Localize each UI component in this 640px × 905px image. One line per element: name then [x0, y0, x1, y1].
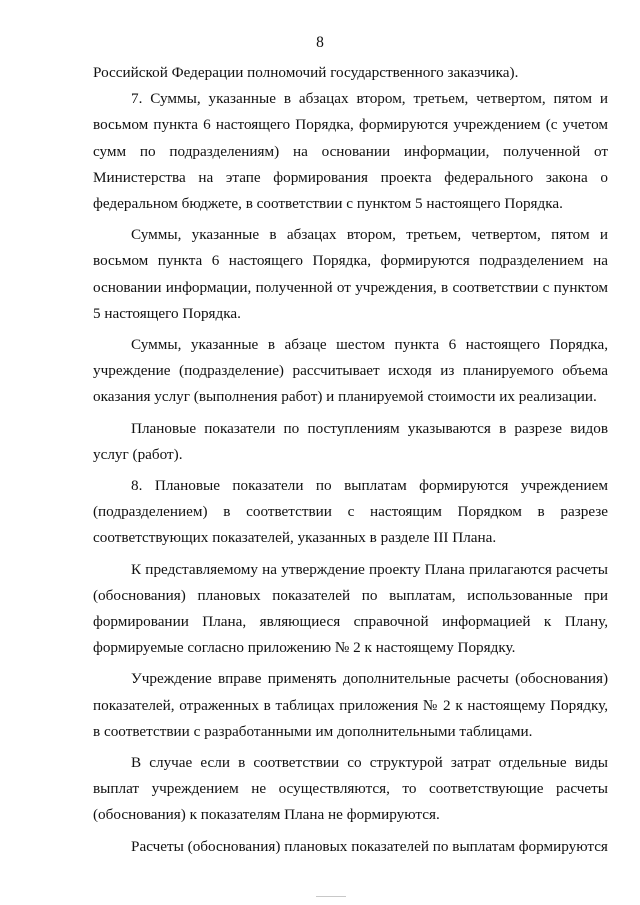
paragraph-cost-structure: В случае если в соответствии со структурой затрат отдельные виды выплат учреждением не осуществляются, то соответствующие расчеты (обоснования) к показателям Плана не формируются.	[93, 754, 608, 824]
paragraph-additional-calculations: Учреждение вправе применять дополнительные расчеты (обоснования) показателей, отраженных в таблицах приложения № 2 к настоящему Порядку, в соответствии с разработанными им дополнительными таблицами.	[93, 670, 608, 740]
paragraph-item-7: 7. Суммы, указанные в абзацах втором, третьем, четвертом, пятом и восьмом пункта 6 настоящего Порядка, формируются учреждением (с учетом сумм по подразделениям) на основании информации, полученной от Министерства на этапе формирования проекта федерального закона о федеральном бюджете, в соответствии с пунктом 5 настоящего Порядка.	[93, 90, 608, 213]
paragraph-calculations: К представляемому на утверждение проекту Плана прилагаются расчеты (обоснования) плановых показателей по выплатам, использованные при формировании Плана, являющиеся справочной информацией к Плану, формируемые согласно приложению № 2 к настоящему Порядку.	[93, 560, 608, 657]
paragraph-sums-sixth: Суммы, указанные в абзаце шестом пункта 6 настоящего Порядка, учреждение (подразделение) рассчитывает исходя из планируемого объема оказания услуг (выполнения работ) и планируемой стоимости их реализации.	[93, 336, 608, 406]
scan-artifact	[316, 896, 346, 897]
paragraph-sums-subdivision: Суммы, указанные в абзацах втором, третьем, четвертом, пятом и восьмом пункта 6 настоящего Порядка, формируются подразделением на основании информации, полученной от учреждения, в соответствии с пунктом 5 настоящего Порядка.	[93, 226, 608, 322]
paragraph-payments-calculations: Расчеты (обоснования) плановых показателей по выплатам формируются	[131, 837, 608, 855]
document-body	[93, 60, 608, 860]
paragraph-continuation: Российской Федерации полномочий государственного заказчика).	[93, 64, 519, 81]
paragraph-receipts: Плановые показатели по поступлениям указываются в разрезе видов услуг (работ).	[93, 419, 608, 463]
paragraph-item-8: 8. Плановые показатели по выплатам формируются учреждением (подразделением) в соответствии с настоящим Порядком в разрезе соответствующих показателей, указанных в разделе III Плана.	[93, 477, 608, 547]
page-number: 8	[316, 34, 324, 51]
